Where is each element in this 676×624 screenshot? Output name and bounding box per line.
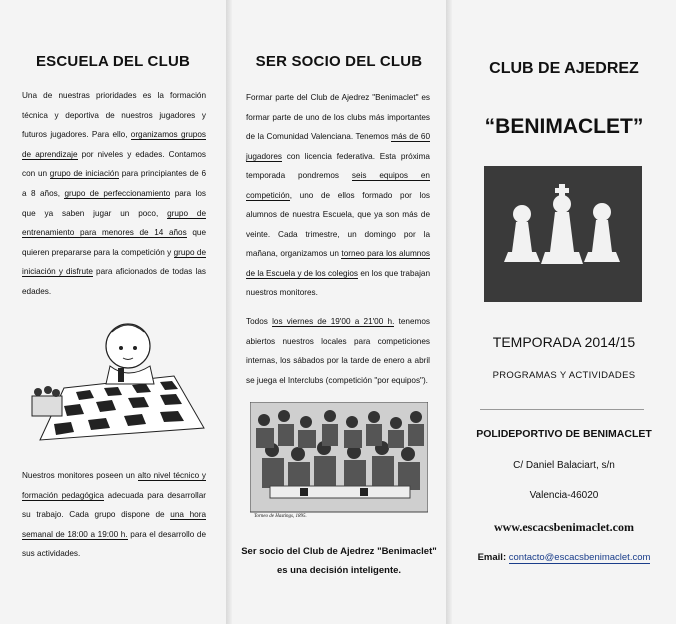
programs-subtitle: PROGRAMAS Y ACTIVIDADES — [492, 370, 636, 381]
hastings-tournament-photo — [250, 402, 428, 522]
street-address: C/ Daniel Balaciart, s/n — [513, 460, 615, 471]
text-run: Nuestros monitores poseen un — [22, 471, 138, 480]
venue-name: POLIDEPORTIVO DE BENIMACLET — [476, 428, 652, 440]
text-run: Formar parte del Club de Ajedrez "Benimaclet" es formar parte de uno de los clubs más importantes de la Comunidad Valenciana. Tenemos — [246, 93, 430, 141]
chess-pieces-logo — [484, 166, 642, 302]
underlined-text: grupo de iniciación — [49, 169, 120, 179]
email-label: Email: — [477, 552, 507, 563]
text-run: para los que ya saben jugar un poco, — [22, 188, 206, 218]
text-run: por niveles y edades. Contamos con un — [22, 149, 206, 179]
left-title: ESCUELA DEL CLUB — [35, 53, 191, 70]
text-run: Una de nuestras prioridades es la formación técnica y deportiva de nuestros jugadores y futuros jugadores. Para ello, — [22, 91, 206, 140]
divider — [480, 409, 644, 410]
club-title: CLUB DE AJEDREZ — [489, 60, 639, 77]
underlined-text: más de 60 jugadores — [246, 132, 431, 161]
email-link[interactable]: contacto@escacsbenimaclet.com — [508, 552, 651, 563]
underlined-text: torneo para los alumnos de la Escuela y de los colegios — [246, 249, 431, 278]
underlined-text: grupo de entrenamiento para menores de 14 años — [22, 208, 206, 238]
underlined-text: grupo de perfeccionamiento — [64, 188, 171, 198]
website-link[interactable]: www.escacsbenimaclet.com — [494, 520, 634, 534]
underlined-text: los viernes de 19'00 a 21'00 h. — [272, 317, 395, 326]
text-run: , uno de ellos formado por los alumnos de nuestra Escuela, que ya son más de veinte. Cada trimestre, un domingo por la mañana, organizamos un — [246, 190, 430, 258]
underlined-text: una hora semanal de 18:00 a 19:00 h. — [22, 510, 206, 539]
text-run: para aficionados de todas las edades. — [22, 267, 206, 296]
left-paragraph-2 — [22, 466, 206, 564]
text-run: adecuada para desarrollar su trabajo. Cada grupo dispone de — [22, 490, 206, 520]
underlined-text: alto nivel técnico y formación pedagógica — [22, 471, 206, 500]
left-paragraph-1 — [22, 86, 206, 302]
text-run: con licencia federativa. Esta próxima temporada pondremos — [246, 151, 430, 180]
city-address: Valencia-46020 — [529, 490, 599, 501]
middle-paragraph-1 — [246, 88, 430, 303]
pawn-icon — [484, 166, 642, 302]
email-row — [456, 552, 672, 563]
middle-paragraph-2 — [246, 312, 430, 390]
closing-line-2: es una decisión inteligente. — [276, 565, 402, 576]
text-run: en los que trabajan nuestros monitores. — [246, 268, 430, 297]
underlined-text: seis equipos en competición — [246, 171, 430, 200]
text-run: para principiantes de 6 a 8 años, — [22, 169, 206, 198]
text-run: para el desarrollo de sus actividades. — [22, 529, 207, 559]
text-run: tenemos abiertos nuestros locales para competiciones internas, los sábados por la tarde de enero a abril se juega el Interclubs (competición "por equipos"). — [246, 317, 430, 385]
text-run: Todos — [246, 317, 273, 326]
photo-caption: Torneo de Hastings, 1895. — [254, 514, 307, 519]
text-run: que quieren prepararse para la competición y — [22, 228, 206, 257]
child-chess-illustration — [24, 318, 208, 446]
club-name: “BENIMACLET” — [484, 115, 644, 138]
season-label: TEMPORADA 2014/15 — [492, 334, 636, 350]
middle-title: SER SOCIO DEL CLUB — [255, 53, 423, 70]
underlined-text: organizamos grupos de aprendizaje — [22, 130, 206, 159]
closing-line-1: Ser socio del Club de Ajedrez "Benimaclet" — [241, 546, 437, 557]
underlined-text: grupo de iniciación y disfrute — [22, 247, 206, 277]
